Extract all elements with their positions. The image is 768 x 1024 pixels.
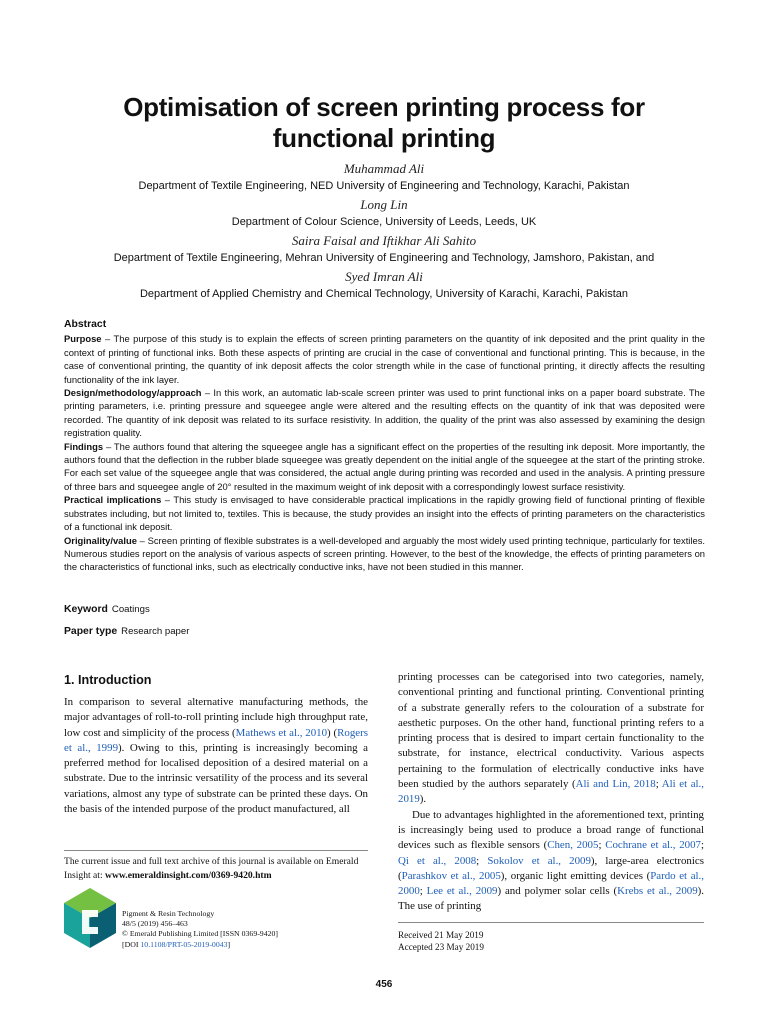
- section-heading: 1. Introduction: [64, 673, 152, 687]
- received-date: Received 21 May 2019: [398, 930, 484, 940]
- author-affiliation: Department of Textile Engineering, NED University of Engineering and Technology, Karachi, Pakistan: [138, 180, 630, 192]
- paper-title-line-2: functional printing: [272, 123, 496, 153]
- keyword-label: Keyword: [64, 604, 108, 615]
- paper-type-line: [64, 626, 189, 637]
- accepted-date: Accepted 23 May 2019: [398, 942, 484, 952]
- intro-left-column: [64, 695, 368, 817]
- archive-note: [64, 855, 370, 883]
- abstract-design: Design/methodology/approach – In this work, an automatic lab-scale screen printer was used to print functional inks on a paper board substrate. The printing parameters, i.e. printing pressure and squeegee angle were altered and the resulting effects on the quantity of ink that was deposited were recorded. The quantity of ink deposit was related to its surface resistivity. In addition, the quality of the print was also assessed by examining the design registration quality.: [64, 387, 705, 439]
- body-text: ). Owing to this, printing is increasingly becoming a preferred method for localised deposition of a desired material on a substrate. Due to the intrinsic versatility of the process and its several variations, almost any type of substrate can be printed these days. On the basis of the intended purpose of the product manufactured, all: [64, 741, 368, 816]
- submission-dates: [398, 929, 484, 953]
- citation-link[interactable]: Ali et al., 2019: [398, 778, 704, 806]
- paper-title-line-1: Optimisation of screen printing process for: [123, 92, 645, 122]
- intro-paragraph: [64, 695, 368, 817]
- body-text: ;: [701, 839, 705, 852]
- doi-prefix: [DOI: [122, 939, 141, 949]
- journal-name: Pigment & Resin Technology: [122, 909, 215, 918]
- body-text: ) and polymer solar cells (: [497, 885, 618, 898]
- dates-divider: [398, 922, 704, 923]
- citation-link[interactable]: Pardo et al., 2000: [398, 869, 704, 898]
- intro-paragraph: [398, 670, 704, 808]
- abstract-text: This study is envisaged to have considerable practical implications in the rapidly growing field of functional printing of flexible substrates including, but not limited to, textiles. This is because, the study provides an insight into the effects of printing parameters on the characteristics of a functional ink deposit.: [64, 494, 705, 533]
- journal-copyright: © Emerald Publishing Limited [ISSN 0369-9420]: [122, 929, 279, 939]
- abstract-text: In this work, an automatic lab-scale screen printer was used to print functional inks on a paper board substrate. The printing parameters, i.e. printing pressure and squeegee angle were altered and the resulting effects on the quantity of ink that was deposited were recorded. The quantity of ink deposit was related to its surface resistivity. In addition, the quality of the print was also assessed by examining the design registration quality.: [64, 387, 705, 439]
- author-affiliation: Department of Applied Chemistry and Chemical Technology, University of Karachi, Karachi, Pakistan: [139, 288, 629, 300]
- journal-doi: [122, 940, 362, 950]
- paper-type-value: Research paper: [121, 626, 190, 637]
- intro-paragraph: [398, 808, 704, 915]
- abstract-originality: Originality/value – Screen printing of flexible substrates is a well-developed and arguably the most widely used printing technique, particularly for textiles. Numerous studies report on the analysis of various aspects of screen printing. However, to the best of the knowledge, the effects of printing parameters on the characteristics of functional inks, such as electrically conductive inks, have not been studied in this manner.: [64, 534, 705, 573]
- doi-link[interactable]: 10.1108/PRT-05-2019-0043: [140, 939, 228, 949]
- author-name: Saira Faisal and Iftikhar Ali Sahito: [291, 233, 477, 248]
- abstract-text: The purpose of this study is to explain the effects of screen printing parameters on the quantity of ink deposited and the print quality in the context of printing of functional inks. Both these aspects of printing are crucial in the case of conventional and functional printing. This is because, in the case of conventional printing, the quantity of ink deposit affects the color strength while in the case of functional printing, it directly affects the resulting functionality of the ink layer.: [64, 333, 705, 385]
- body-text: ;: [598, 839, 606, 852]
- intro-right-column: [398, 670, 704, 915]
- body-text: ;: [476, 854, 488, 867]
- body-text: ). The use of printing: [398, 885, 705, 913]
- citation-link[interactable]: Rogers et al., 1999: [64, 726, 368, 754]
- paper-type-label: Paper type: [64, 626, 118, 637]
- citation-link[interactable]: Cochrane et al., 2007: [605, 839, 701, 852]
- abstract-label: Design/methodology/approach: [64, 387, 202, 399]
- doi-suffix: ]: [227, 939, 231, 949]
- citation-link[interactable]: Krebs et al., 2009: [617, 885, 698, 898]
- abstract-label: Findings: [64, 440, 104, 452]
- citation-link[interactable]: Ali and Lin, 2018: [575, 778, 656, 791]
- citation-link[interactable]: Qi et al., 2008: [398, 854, 477, 867]
- body-text: In comparison to several alternative manufacturing methods, the major advantages of roll-to-roll printing include high throughput rate, low cost and simplicity of the process (: [64, 696, 368, 739]
- abstract-practical-implications: Practical implications – This study is envisaged to have considerable practical implications in the rapidly growing field of functional printing of flexible substrates including, but not limited to, textiles. This is because, the study provides an insight into the effects of printing parameters on the characteristics of a functional ink deposit.: [64, 494, 705, 533]
- body-text: ).: [419, 793, 427, 806]
- keyword-value: Coatings: [111, 604, 150, 615]
- journal-volume: 48/5 (2019) 456–463: [122, 919, 188, 929]
- body-text: ;: [655, 778, 662, 791]
- footnote-divider: [64, 850, 368, 851]
- journal-info: [122, 909, 362, 950]
- author-name: Long Lin: [360, 197, 408, 212]
- author-affiliation: Department of Textile Engineering, Mehran University of Engineering and Technology, Jamshoro, Pakistan, and: [113, 252, 655, 264]
- journal-logo-icon: [64, 888, 116, 948]
- abstract-heading: Abstract: [64, 319, 107, 330]
- page-number: 456: [375, 979, 393, 990]
- author-affiliation: Department of Colour Science, University of Leeds, Leeds, UK: [231, 216, 537, 228]
- keyword-line: [64, 604, 150, 615]
- citation-link[interactable]: Lee et al., 2009: [426, 885, 498, 898]
- abstract-text: Screen printing of flexible substrates is a well-developed and arguably the most widely used printing technique, particularly for textiles. Numerous studies report on the analysis of various aspects of screen printing. However, to the best of the knowledge, the effects of printing parameters on the characteristics of functional inks, such as electrically conductive inks, have not been studied in this manner.: [64, 534, 705, 573]
- archive-note-text: The current issue and full text archive of this journal is available on Emerald Insight at:: [64, 856, 359, 881]
- author-name: Muhammad Ali: [343, 161, 425, 176]
- abstract-text: The authors found that altering the squeegee angle has a significant effect on the properties of the resulting ink deposit. More importantly, the authors found that the deflection in the rubber blade squeegee was greatly dependent on the initial angle of the squeegee at the start of the printing stroke. For each set value of the squeegee angle that was considered, the actual angle during printing was recorded and used in the analysis. A printing pressure of three bars and squeegee angle of 20° resulted in the maximum weight of ink deposit with a correspondingly lowest surface resistivity.: [64, 440, 705, 492]
- body-text: ), organic light emitting devices (: [500, 869, 651, 882]
- author-name: Syed Imran Ali: [345, 269, 423, 284]
- body-text: Due to advantages highlighted in the aforementioned text, printing is increasingly being used to produce a broad range of functional devices such as flexible sensors (: [398, 808, 704, 852]
- body-text: ) (: [327, 726, 338, 739]
- citation-link[interactable]: Chen, 2005: [547, 839, 599, 852]
- body-text: printing processes can be categorised into two categories, namely, conventional printing and functional printing. Conventional printing of a substrate generally refers to the colouration of a substrate for aesthetic purposes. On the other hand, functional printing refers to a printing process that is desired to impart certain functionality to the substrate, for instance, electrical conductivity. Various aspects pertaining to the formulation of electrically conductive inks have been studied by the authors separately (: [398, 671, 704, 791]
- body-text: ;: [419, 885, 427, 898]
- abstract-purpose: Purpose – The purpose of this study is to explain the effects of screen printing parameters on the quantity of ink deposited and the print quality in the context of printing of functional inks. Both these aspects of printing are crucial in the case of conventional and functional printing. This is because, in the case of conventional printing, the quantity of ink deposit affects the color strength while in the case of functional printing, it directly affects the resulting functionality of the ink layer.: [64, 333, 705, 385]
- body-text: ), large-area electronics (: [398, 854, 704, 882]
- abstract-block: [64, 318, 705, 574]
- citation-link[interactable]: Parashkov et al., 2005: [401, 869, 501, 882]
- citation-link[interactable]: Sokolov et al., 2009: [487, 854, 591, 867]
- abstract-label: Originality/value: [64, 534, 137, 546]
- abstract-label: Purpose: [64, 333, 102, 345]
- abstract-label: Practical implications: [64, 494, 162, 506]
- citation-link[interactable]: Mathews et al., 2010: [235, 726, 328, 739]
- abstract-findings: Findings – The authors found that altering the squeegee angle has a significant effect on the properties of the resulting ink deposit. More importantly, the authors found that the deflection in the rubber blade squeegee was greatly dependent on the initial angle of the squeegee at the start of the printing stroke. For each set value of the squeegee angle that was considered, the actual angle during printing was recorded and used in the analysis. A printing pressure of three bars and squeegee angle of 20° resulted in the maximum weight of ink deposit with a correspondingly lowest surface resistivity.: [64, 440, 705, 492]
- paper-title: [40, 92, 728, 154]
- archive-url-link[interactable]: www.emeraldinsight.com/0369-9420.htm: [105, 870, 272, 881]
